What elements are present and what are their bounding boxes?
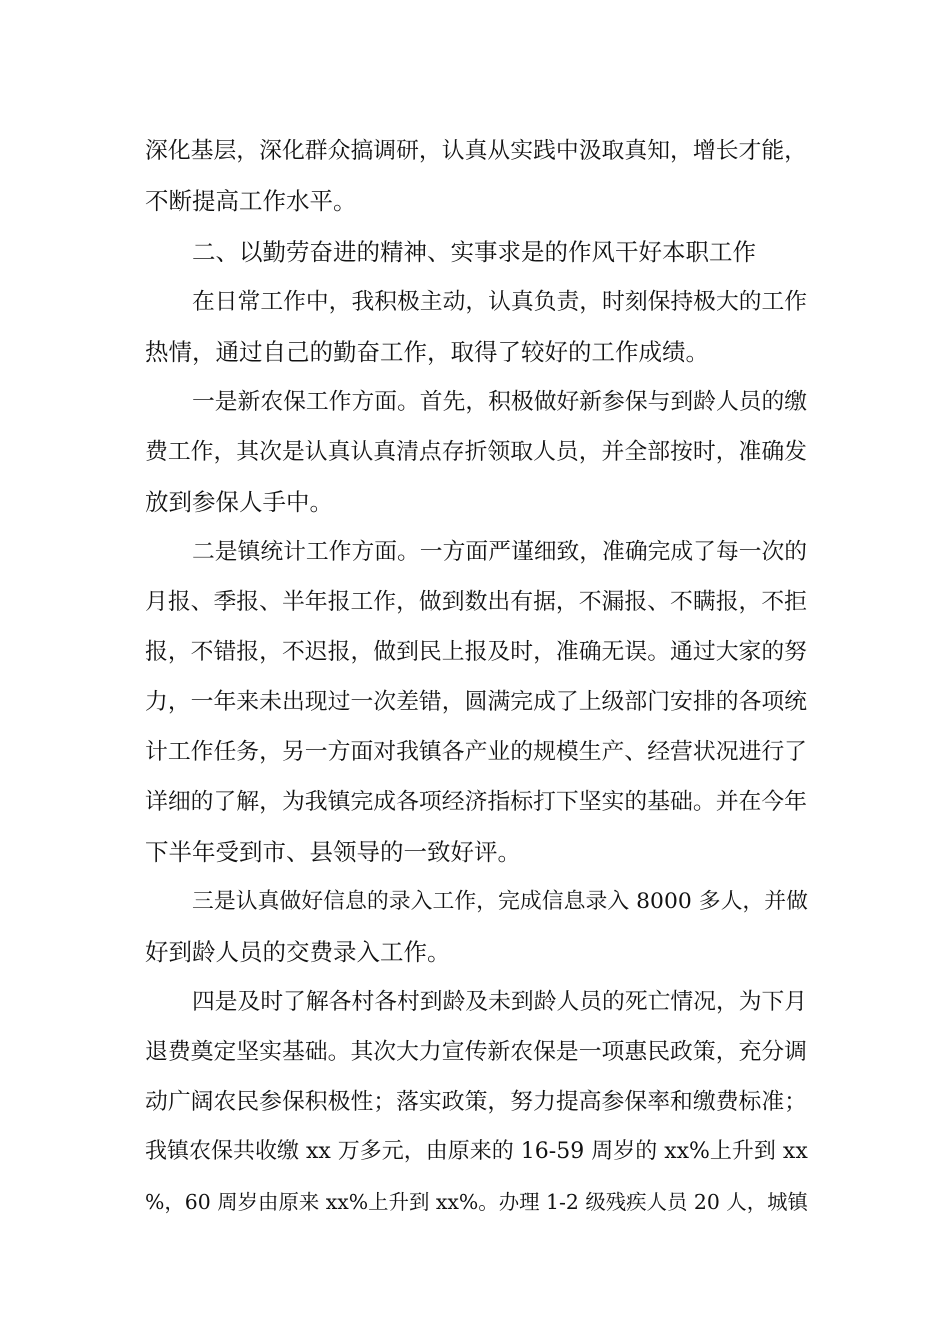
text-line: 热情，通过自己的勤奋工作，取得了较好的工作成绩。 bbox=[145, 338, 709, 366]
text-line: 四是及时了解各村各村到龄及未到龄人员的死亡情况，为下月 bbox=[192, 989, 808, 1015]
text-line: 月报、季报、半年报工作，做到数出有据，不漏报、不瞒报，不拒 bbox=[145, 589, 808, 615]
text-line: 二是镇统计工作方面。一方面严谨细致，准确完成了每一次的 bbox=[192, 539, 808, 565]
text-line: 力，一年来未出现过一次差错，圆满完成了上级部门安排的各项统 bbox=[145, 689, 808, 715]
text-line: %，60 周岁由原来 xx%上升到 xx%。办理 1-2 级残疾人员 20 人，城镇 bbox=[145, 1190, 808, 1214]
text-line: 退费奠定坚实基础。其次大力宣传新农保是一项惠民政策，充分调 bbox=[145, 1039, 808, 1065]
text-line: 深化基层，深化群众搞调研，认真从实践中汲取真知，增长才能， bbox=[145, 138, 808, 164]
text-line: 在日常工作中，我积极主动，认真负责，时刻保持极大的工作 bbox=[192, 289, 808, 315]
section-heading: 二、以勤劳奋进的精神、实事求是的作风干好本职工作 bbox=[192, 238, 756, 266]
text-line: 我镇农保共收缴 xx 万多元，由原来的 16-59 周岁的 xx%上升到 xx bbox=[145, 1139, 808, 1164]
text-line: 三是认真做好信息的录入工作，完成信息录入 8000 多人，并做 bbox=[192, 889, 809, 914]
text-line: 报，不错报，不迟报，做到民上报及时，准确无误。通过大家的努 bbox=[145, 639, 808, 665]
text-line: 动广阔农民参保积极性；落实政策，努力提高参保率和缴费标准； bbox=[145, 1089, 808, 1115]
text-line: 一是新农保工作方面。首先，积极做好新参保与到龄人员的缴 bbox=[192, 389, 808, 415]
text-line: 放到参保人手中。 bbox=[145, 488, 333, 516]
text-line: 不断提高工作水平。 bbox=[145, 187, 357, 215]
text-line: 好到龄人员的交费录入工作。 bbox=[145, 938, 451, 966]
text-line: 详细的了解，为我镇完成各项经济指标打下坚实的基础。并在今年 bbox=[145, 789, 808, 815]
text-line: 下半年受到市、县领导的一致好评。 bbox=[145, 838, 521, 866]
text-line: 费工作，其次是认真认真清点存折领取人员，并全部按时，准确发 bbox=[145, 439, 808, 465]
text-line: 计工作任务，另一方面对我镇各产业的规模生产、经营状况进行了 bbox=[145, 739, 808, 765]
